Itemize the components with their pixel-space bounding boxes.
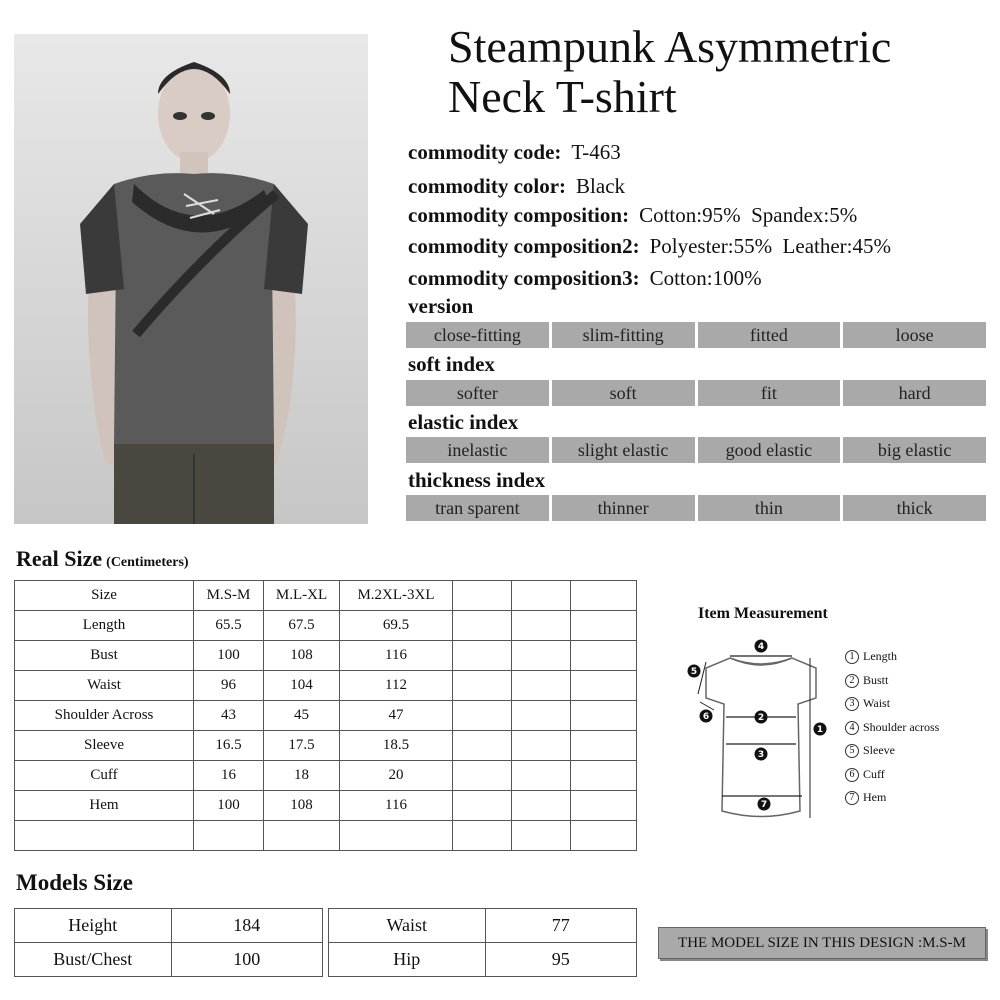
version-option: fitted — [698, 322, 841, 348]
table-cell — [453, 701, 512, 731]
product-title — [448, 22, 988, 122]
table-cell: M.S-M — [194, 581, 264, 611]
legend-item — [845, 786, 939, 810]
spec-comp2 — [408, 234, 891, 259]
table-cell: Bust/Chest — [15, 943, 172, 977]
table-cell: 96 — [194, 671, 264, 701]
table-row — [15, 821, 637, 851]
spec-comp3-value: Cotton:100% — [649, 266, 762, 290]
soft-index-label: soft index — [408, 352, 495, 376]
table-cell — [453, 791, 512, 821]
title-line-2: Neck T-shirt — [448, 71, 677, 122]
version-option: loose — [843, 322, 986, 348]
table-cell: 16.5 — [194, 731, 264, 761]
real-size-table — [14, 580, 637, 851]
table-row — [15, 909, 323, 943]
table-cell: 65.5 — [194, 611, 264, 641]
diagram-marker-number: 7 — [760, 800, 768, 811]
legend-number: 5 — [845, 744, 859, 758]
elastic-option: slight elastic — [552, 437, 695, 463]
table-cell — [453, 821, 512, 851]
table-cell: Height — [15, 909, 172, 943]
soft-option: softer — [406, 380, 549, 406]
table-cell: Bust — [15, 641, 194, 671]
table-cell: Length — [15, 611, 194, 641]
product-photo — [14, 34, 368, 524]
table-cell: 116 — [340, 641, 453, 671]
legend-number: 2 — [845, 674, 859, 688]
table-cell: 45 — [264, 701, 340, 731]
soft-option: fit — [698, 380, 841, 406]
soft-option: hard — [843, 380, 986, 406]
legend-label: Shoulder across — [863, 719, 940, 734]
diagram-marker — [755, 711, 768, 724]
table-cell — [571, 701, 637, 731]
models-size-title: Models Size — [16, 870, 133, 895]
table-cell: 95 — [485, 943, 636, 977]
table-cell — [571, 671, 637, 701]
diagram-marker-number: 2 — [757, 713, 765, 724]
elastic-option: inelastic — [406, 437, 549, 463]
diagram-marker-number: 6 — [702, 712, 710, 723]
elastic-option: good elastic — [698, 437, 841, 463]
table-cell: Cuff — [15, 761, 194, 791]
table-row — [15, 731, 637, 761]
thickness-option: thick — [843, 495, 986, 521]
table-cell — [264, 821, 340, 851]
table-row — [329, 943, 637, 977]
real-size-title: Real Size — [16, 546, 103, 571]
table-cell: 69.5 — [340, 611, 453, 641]
table-cell: 43 — [194, 701, 264, 731]
table-cell — [512, 641, 571, 671]
spec-comp2-label: commodity composition2: — [408, 234, 640, 258]
spec-color — [408, 174, 625, 199]
table-cell — [571, 611, 637, 641]
table-cell: Sleeve — [15, 731, 194, 761]
table-cell: 100 — [194, 791, 264, 821]
table-cell: 108 — [264, 641, 340, 671]
thickness-option: tran sparent — [406, 495, 549, 521]
spec-comp3 — [408, 266, 762, 291]
legend-item — [845, 716, 939, 740]
table-cell — [453, 671, 512, 701]
table-cell: 20 — [340, 761, 453, 791]
table-cell: 16 — [194, 761, 264, 791]
table-row — [15, 943, 323, 977]
legend-number: 1 — [845, 650, 859, 664]
legend-number: 6 — [845, 768, 859, 782]
version-label: version — [408, 294, 474, 318]
table-cell: 18.5 — [340, 731, 453, 761]
tshirt-measurement-diagram — [686, 636, 836, 832]
legend-item — [845, 669, 939, 693]
measurement-legend — [845, 645, 939, 810]
title-line-1: Steampunk Asymmetric — [448, 21, 892, 72]
table-header-row — [15, 581, 637, 611]
table-cell — [512, 821, 571, 851]
legend-number: 4 — [845, 721, 859, 735]
legend-label: Cuff — [863, 766, 885, 781]
table-cell — [453, 641, 512, 671]
table-cell: 100 — [171, 943, 322, 977]
table-cell — [512, 731, 571, 761]
table-cell: M.2XL-3XL — [340, 581, 453, 611]
table-row — [15, 641, 637, 671]
diagram-marker-number: 5 — [690, 667, 698, 678]
table-cell — [15, 821, 194, 851]
models-size-table-left — [14, 908, 323, 977]
version-bar — [406, 322, 986, 348]
table-cell: 112 — [340, 671, 453, 701]
table-cell: 108 — [264, 791, 340, 821]
diagram-marker — [814, 723, 827, 736]
version-option: close-fitting — [406, 322, 549, 348]
table-cell — [512, 761, 571, 791]
spec-color-label: commodity color: — [408, 174, 567, 198]
table-cell: 116 — [340, 791, 453, 821]
table-cell: 17.5 — [264, 731, 340, 761]
real-size-heading — [16, 546, 189, 572]
table-cell — [571, 761, 637, 791]
spec-comp2-value: Polyester:55% Leather:45% — [649, 234, 892, 258]
real-size-unit: (Centimeters) — [106, 555, 189, 570]
diagram-marker — [758, 798, 771, 811]
table-cell — [571, 821, 637, 851]
table-cell: 100 — [194, 641, 264, 671]
spec-color-value: Black — [576, 174, 626, 198]
table-cell: 18 — [264, 761, 340, 791]
table-cell — [453, 581, 512, 611]
elastic-index-label: elastic index — [408, 410, 519, 434]
legend-item — [845, 739, 939, 763]
legend-label: Sleeve — [863, 743, 895, 757]
table-cell — [512, 671, 571, 701]
table-cell — [512, 701, 571, 731]
version-option: slim-fitting — [552, 322, 695, 348]
spec-comp1-label: commodity composition: — [408, 203, 630, 227]
diagram-marker — [700, 710, 713, 723]
elastic-option: big elastic — [843, 437, 986, 463]
legend-label: Hem — [863, 790, 887, 804]
legend-label: Bustt — [863, 672, 889, 687]
item-measurement-title: Item Measurement — [698, 605, 828, 622]
table-cell — [512, 611, 571, 641]
table-row — [15, 671, 637, 701]
table-cell — [571, 791, 637, 821]
legend-label: Waist — [863, 696, 891, 710]
thickness-option: thin — [698, 495, 841, 521]
legend-item — [845, 692, 939, 716]
legend-label: Length — [863, 649, 897, 663]
models-size-table-right — [328, 908, 637, 977]
table-cell — [512, 791, 571, 821]
table-row — [329, 909, 637, 943]
legend-number: 7 — [845, 791, 859, 805]
spec-code — [408, 140, 621, 165]
table-cell — [194, 821, 264, 851]
spec-code-label: commodity code: — [408, 140, 562, 164]
legend-number: 3 — [845, 697, 859, 711]
table-cell: M.L-XL — [264, 581, 340, 611]
thickness-index-label: thickness index — [408, 468, 546, 492]
table-row — [15, 701, 637, 731]
thickness-option: thinner — [552, 495, 695, 521]
table-cell: 184 — [171, 909, 322, 943]
spec-comp1-value: Cotton:95% Spandex:5% — [639, 203, 858, 227]
table-cell: Waist — [329, 909, 486, 943]
spec-code-value: T-463 — [571, 140, 621, 164]
table-cell — [453, 611, 512, 641]
table-cell — [571, 581, 637, 611]
thickness-index-bar — [406, 495, 986, 521]
table-cell: 67.5 — [264, 611, 340, 641]
table-cell: Hip — [329, 943, 486, 977]
table-cell — [571, 731, 637, 761]
model-illustration — [14, 34, 368, 524]
table-cell: 104 — [264, 671, 340, 701]
table-cell: Hem — [15, 791, 194, 821]
diagram-marker — [755, 748, 768, 761]
model-size-note: THE MODEL SIZE IN THIS DESIGN :M.S-M — [658, 927, 986, 959]
table-cell: Size — [15, 581, 194, 611]
diagram-marker — [688, 665, 701, 678]
table-row — [15, 611, 637, 641]
table-cell: 77 — [485, 909, 636, 943]
table-cell — [340, 821, 453, 851]
table-row — [15, 791, 637, 821]
table-cell: 47 — [340, 701, 453, 731]
table-cell: Waist — [15, 671, 194, 701]
elastic-index-bar — [406, 437, 986, 463]
legend-item — [845, 763, 939, 787]
soft-option: soft — [552, 380, 695, 406]
table-cell — [571, 641, 637, 671]
soft-index-bar — [406, 380, 986, 406]
spec-comp3-label: commodity composition3: — [408, 266, 640, 290]
diagram-marker-number: 3 — [757, 750, 765, 761]
table-row — [15, 761, 637, 791]
diagram-marker-number: 1 — [816, 725, 824, 736]
diagram-marker-number: 4 — [757, 642, 765, 653]
diagram-marker — [755, 640, 768, 653]
table-cell: Shoulder Across — [15, 701, 194, 731]
legend-item — [845, 645, 939, 669]
table-cell — [512, 581, 571, 611]
table-cell — [453, 731, 512, 761]
spec-comp1 — [408, 203, 857, 228]
table-cell — [453, 761, 512, 791]
